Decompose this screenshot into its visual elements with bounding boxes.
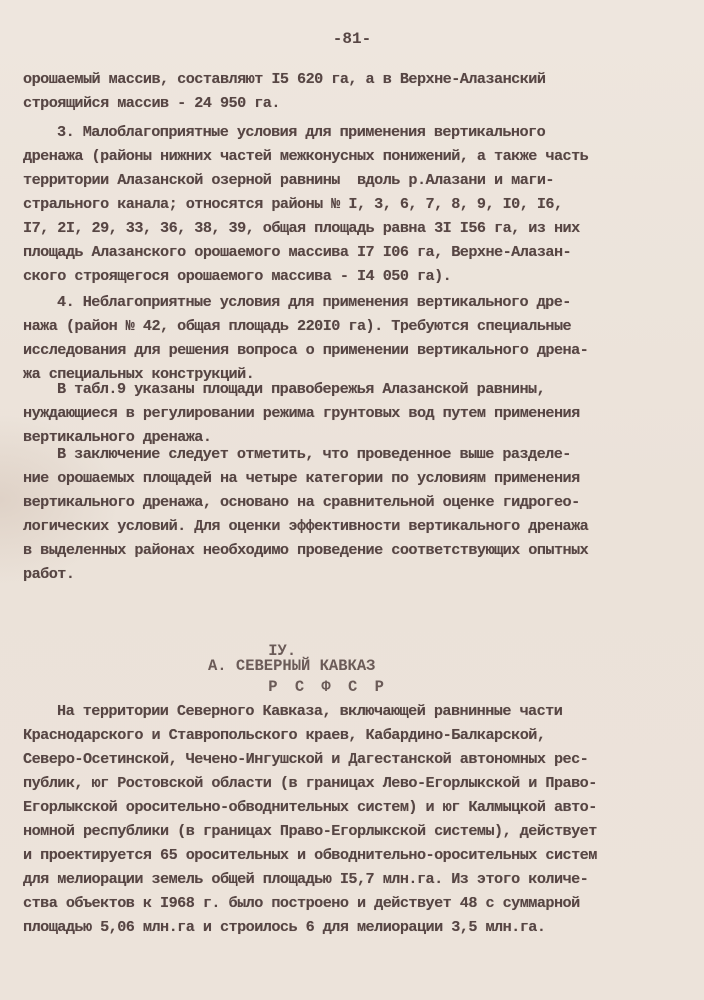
text-line: для мелиорации земель общей площадью I5,7 млн.га. Из этого количе- [23,870,589,888]
text-line: Северо-Осетинской, Чечено-Ингушской и Дагестанской автономных рес- [23,750,589,768]
text-line: жа специальных конструкций. [23,365,255,383]
text-line: строящийся массив - 24 950 га. [23,94,280,112]
section-numeral: IУ. [268,642,297,660]
section-title: Р С Ф С Р [268,678,388,696]
text-line: номной республики (в границах Право-Егорлыкской системы), действует [23,822,597,840]
text-line: 3. Малоблагоприятные условия для применения вертикального [57,123,546,141]
text-line: логических условий. Для оценки эффективности вертикального дренажа [23,517,589,535]
text-line: площадью 5,06 млн.га и строилось 6 для мелиорации 3,5 млн.га. [23,918,546,936]
text-line: работ. [23,565,75,583]
subsection-heading: А. СЕВЕРНЫЙ КАВКАЗ [208,657,376,675]
text-line: ние орошаемых площадей на четыре категории по условиям применения [23,469,580,487]
text-line: дренажа (районы нижних частей межконусных понижений, а также часть [23,147,589,165]
text-line: площадь Алазанского орошаемого массива I7 I06 га, Верхне-Алазан- [23,243,572,261]
text-line: и проектируется 65 оросительных и обводнительно-оросительных систем [23,846,597,864]
text-line: В табл.9 указаны площади правобережья Алазанской равнины, [57,380,546,398]
text-line: ского строящегося орошаемого массива - I4 050 га). [23,267,452,285]
text-line: нуждающиеся в регулировании режима грунтовых вод путем применения [23,404,580,422]
text-line: вертикального дренажа. [23,428,212,446]
text-line: нажа (район № 42, общая площадь 220I0 га). Требуются специальные [23,317,572,335]
text-line: публик, юг Ростовской области (в границах Лево-Егорлыкской и Право- [23,774,597,792]
text-line: На территории Северного Кавказа, включающей равнинные части [57,702,563,720]
text-line: в выделенных районах необходимо проведение соответствующих опытных [23,541,589,559]
text-line: Краснодарского и Ставропольского краев, Кабардино-Балкарской, [23,726,546,744]
text-line: стрального канала; относятся районы № I, 3, 6, 7, 8, 9, I0, I6, [23,195,563,213]
text-line: 4. Неблагоприятные условия для применения вертикального дре- [57,293,571,311]
text-line: I7, 2I, 29, 33, 36, 38, 39, общая площадь равна 3I I56 га, из них [23,219,580,237]
text-line: В заключение следует отметить, что проведенное выше разделе- [57,445,571,463]
text-line: ства объектов к I968 г. было построено и действует 48 с суммарной [23,894,580,912]
text-line: исследования для решения вопроса о применении вертикального дрена- [23,341,589,359]
text-line: территории Алазанской озерной равнины вдоль р.Алазани и маги- [23,171,554,189]
text-line: Егорлыкской оросительно-обводнительных систем) и юг Калмыцкой авто- [23,798,597,816]
page-number: -81- [332,30,372,48]
text-line: орошаемый массив, составляют I5 620 га, а в Верхне-Алазанский [23,70,546,88]
text-line: вертикального дренажа, основано на сравнительной оценке гидрогео- [23,493,580,511]
